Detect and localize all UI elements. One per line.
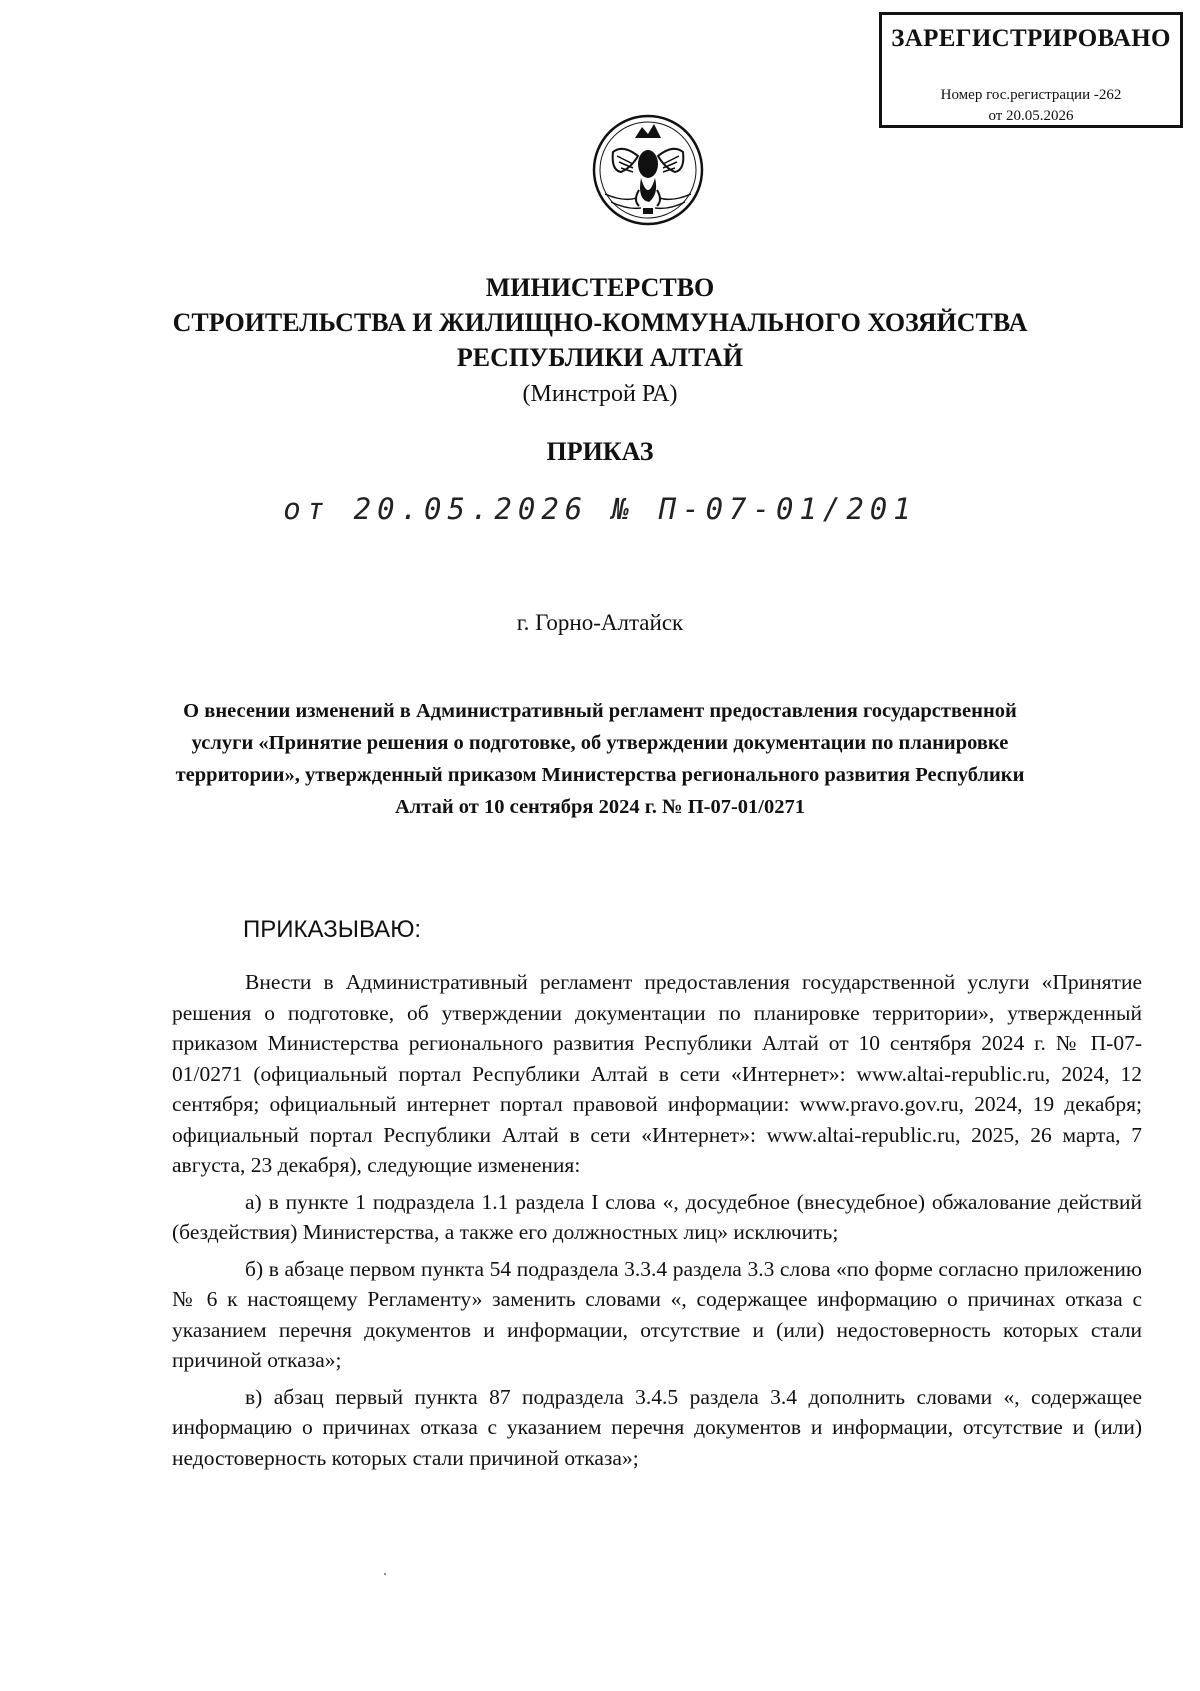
document-body [172, 967, 1142, 1479]
city-name: г. Горно-Алтайск [516, 610, 684, 635]
order-number-handwritten: от 20.05.2026 № П-07-01/201 [283, 492, 917, 526]
body-paragraph-b: б) в абзаце первом пункта 54 подраздела 3.3.4 раздела 3.3 слова «по форме согласно приложению № 6 к настоящему Регламенту» заменить словами «, содержащее информацию о причинах отказа с указанием перечня документов и информации, отсутствие и (или) недостоверность которых стали причиной отказа»; [172, 1256, 1142, 1372]
body-paragraph-c: в) абзац первый пункта 87 подраздела 3.4.5 раздела 3.4 дополнить словами «, содержащее информацию о причинах отказа с указанием перечня документов и информации, отсутствие и (или) недостоверность которых стали причиной отказа»; [172, 1384, 1142, 1470]
document-subject: О внесении изменений в Административный регламент предоставления государственной услуги «Принятие решения о подготовке, об утверждении документации по планировке территории», утвержденный приказом Министерства регионального развития Республики Алтай от 10 сентября 2024 г. № П-07-01/0271 [175, 700, 1025, 818]
registration-stamp [879, 12, 1183, 128]
ministry-name-line-3: РЕСПУБЛИКИ АЛТАЙ [456, 343, 744, 372]
ministry-short-name: (Минстрой РА) [522, 381, 678, 407]
ministry-name-line-2: СТРОИТЕЛЬСТВА И ЖИЛИЩНО-КОММУНАЛЬНОГО ХОЗЯЙСТВА [172, 308, 1028, 337]
document-type-title: ПРИКАЗ [546, 437, 654, 466]
stamp-title: ЗАРЕГИСТРИРОВАНО [891, 25, 1171, 52]
scan-speck [384, 1573, 386, 1575]
decree-word: ПРИКАЗЫВАЮ: [243, 916, 422, 943]
stamp-reg-date: от 20.05.2026 [988, 108, 1074, 124]
coat-of-arms-icon [583, 112, 713, 228]
body-paragraph-intro: Внести в Административный регламент предоставления государственной услуги «Принятие решения о подготовке, об утверждении документации по планировке территории», утвержденный приказом Министерства регионального развития Республики Алтай от 10 сентября 2024 г. № П-07-01/0271 (официальный портал Республики Алтай в сети «Интернет»: www.altai-republic.ru, 2024, 12 сентября; официальный интернет портал правовой информации: www.pravo.gov.ru, 2024, 19 декабря; официальный портал Республики Алтай в сети «Интернет»: www.altai-republic.ru, 2025, 26 марта, 7 августа, 23 декабря), следующие изменения: [172, 970, 1142, 1177]
body-paragraph-a: а) в пункте 1 подраздела 1.1 раздела I слова «, досудебное (внесудебное) обжалование действий (бездействия) Министерства, а также его должностных лиц» исключить; [172, 1189, 1142, 1244]
ministry-name-line-1: МИНИСТЕРСТВО [485, 273, 715, 302]
stamp-reg-number: Номер гос.регистрации -262 [940, 87, 1122, 103]
